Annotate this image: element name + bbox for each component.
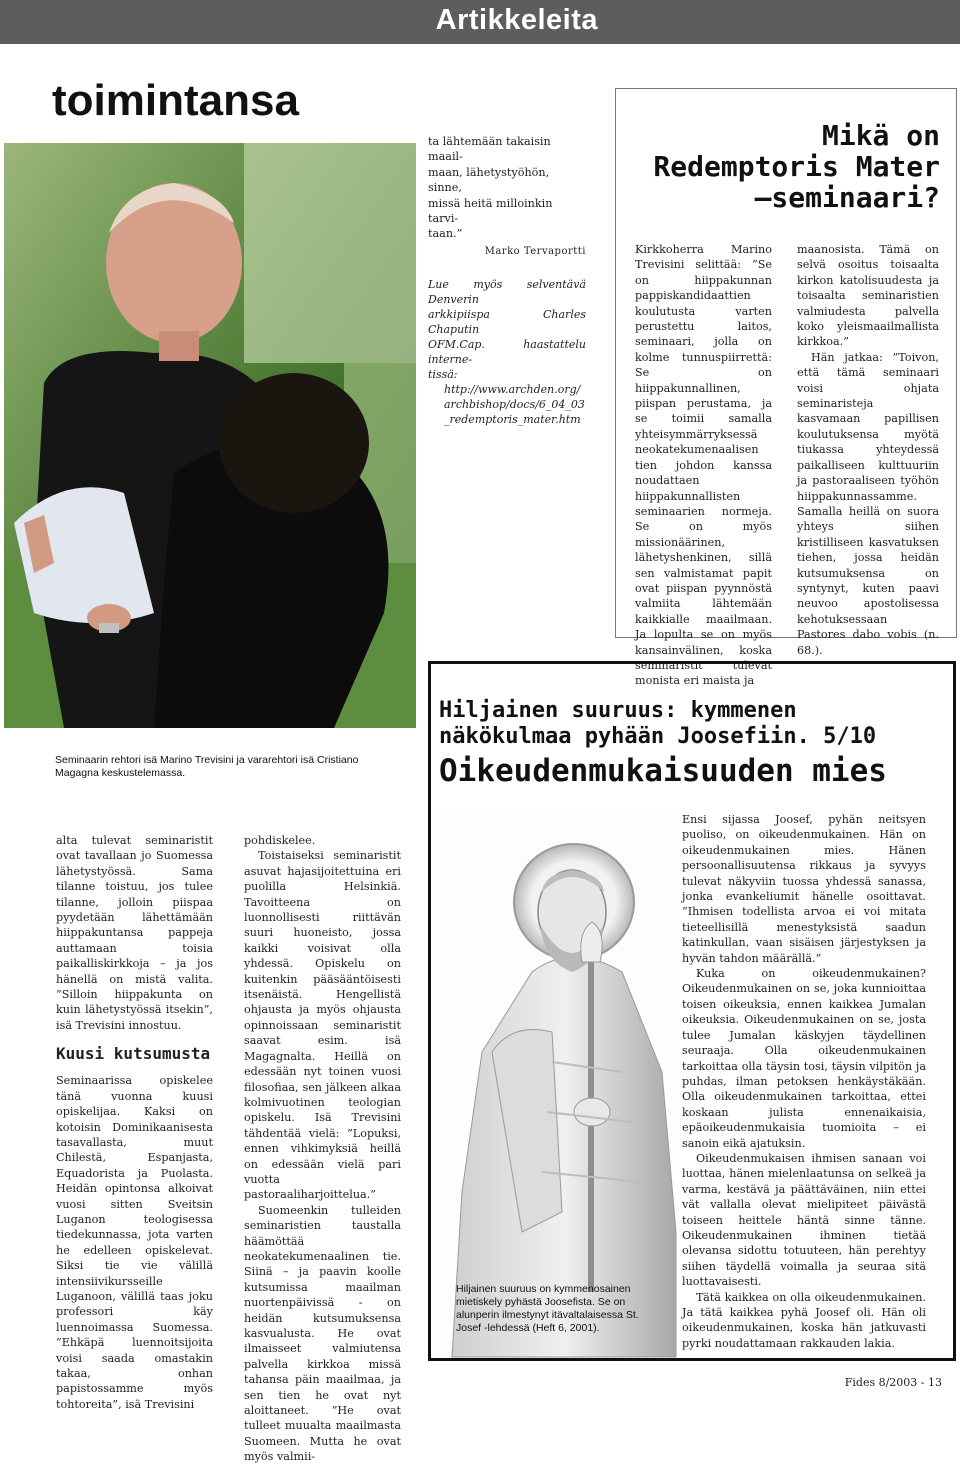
joseph-paragraph: Tätä kaikkea on olla oikeudenmukainen. Ja tätä kaikkea pyhä Joosef oli. Hän oli oikeudenmukainen, koska hän jatkuvasti pyrki noudattamaan rakkauden lakia. bbox=[682, 1290, 926, 1350]
continuation-text bbox=[428, 134, 586, 242]
joseph-paragraph: Kuka on oikeudenmukainen? Oikeudenmukainen on se, joka kunnioittaa toisen oikeuksia, ennen kaikkea Jumalan oikeuksia. Oikeudenmukainen on se, josta tulee Jumalan käskyjen täydellinen seuraaja. Olla oikeudenmukainen tarkoittaa olla täysin tosi, täysin vilpitön ja puhdas, ilman petoksen henkäystäkään. Olla oikeudenmukainen tarkoittaa, ettei koskaan julista ennenaikaisia, epäoikeudenmukaisia tuomioita – ei sanoin eikä ajatuksin. bbox=[682, 967, 926, 1150]
continuation-line: missä heitä milloinkin tarvi- bbox=[428, 196, 553, 226]
reference-url-line: http://www.archden.org/ bbox=[444, 383, 581, 397]
continuation-line: maan, lähetystyöhön, sinne, bbox=[428, 165, 550, 195]
reference-line: OFM.Cap. haastattelu interne- bbox=[428, 338, 586, 367]
statue-caption: Hiljainen suuruus on kymmenosainen mietiskely pyhästä Joosefista. Se on alunperin ilmestynyt itävaltalaisessa St. Josef -lehdessä (Heft 6, 2001). bbox=[456, 1283, 639, 1334]
bottom-column-2 bbox=[244, 833, 401, 1465]
body-paragraph: Suomeenkin tulleiden seminaristien taustalla häämöttää neokatekumenaalinen tie. Siinä – ja paavin koolle kutsumissa maailman nuortenpäivissä - on heidän kutsumuksensa kasvualusta. He ovat ilmaisseet valmiutensa palvella kirkkoa missä tahansa päin maailmaa, ja sen tien he ovat nyt aloittaneet. ”He ovat tulleet muualta maailmasta Suomeen. Mutta he ovat myös valmii- bbox=[244, 1203, 401, 1464]
seminary-photo-illustration bbox=[4, 143, 416, 728]
sidebar-title-line: –seminaari? bbox=[754, 181, 940, 214]
reference-line: arkkipiispa Charles Chaputin bbox=[428, 308, 586, 337]
sidebar-paragraph: Kirkkoherra Marino Trevisini selittää: ”Se on hiippakunnan pappiskandidaattien koulutusta varten perustettu laitos, seminaari, jolla on kolme tunnuspiirrettä: Se on hiippakunnallinen, piispan perustama, ja se toimii samalla yhteisymmärryksessä neokatekumenaalisen tien johdon kanssa noudattaen hiippakunnallisten seminaarien normeja. Se on myös missionäärinen, lähetyshenkinen, sillä sen valmistamat papit ovat piispan pyynnöstä valmiita lähtemään kaikkialle maailmaan. Ja lopulta se on myös kansainvälinen, koska seminaristit tulevat monista eri maista ja bbox=[635, 243, 772, 688]
page-footer: Fides 8/2003 - 13 bbox=[844, 1376, 942, 1389]
article-continuation-column bbox=[428, 134, 586, 427]
sidebar-title-line: Mikä on bbox=[821, 119, 940, 152]
body-paragraph: alta tulevat seminaristit ovat tavallaan jo Suomessa lähetystyössä. Sama tilanne toistuu, jos tulee tilanne, jolloin piispaa pyydetään lähettämään hiippakuntansa pappeja auttamaan toisia paikalliskirkkoja – ja jos hänellä on mistä valita. ”Silloin hiippakunta on kuin lähetystyössä itsekin”, isä Trevisini innostuu. bbox=[56, 834, 213, 1032]
st-joseph-statue-image bbox=[432, 812, 676, 1357]
continuation-line: taan.” bbox=[428, 227, 463, 241]
statue-illustration bbox=[432, 812, 676, 1357]
sidebar-column-2 bbox=[797, 242, 939, 658]
series-title-line: Hiljainen suuruus: kymmenen bbox=[439, 698, 797, 723]
author-signature: Marko Tervaportti bbox=[484, 245, 586, 257]
continuation-line: ta lähtemään takaisin maail- bbox=[428, 135, 551, 164]
joseph-article-text bbox=[682, 812, 926, 1351]
joseph-paragraph: Ensi sijassa Joosef, pyhän neitsyen puoliso, on oikeudenmukainen. Hän on oikeudenmukainen mies. Hänen persoonallisuutensa rikkaus ja syvyys tulevat näkyviin tuossa yhdessä sanassa, jonka evankeliumit hänelle osoittavat. ”Ihmisen todellista arvoa ei voi mitata tieteellisillä menestyksistä saadun katinkullan, vaan sisäisen järjestyksen ja hyvän tahdon määrällä.” bbox=[682, 813, 926, 965]
joseph-series-title bbox=[439, 698, 949, 750]
body-paragraph: Toistaiseksi seminaristit asuvat hajasijoitettuina eri puolilla Helsinkiä. Tavoitteena on luonnollisesti riittävän suuri huoneisto, jossa kaikki voisivat olla yhdessä. Opiskelu on kuitenkin pääsääntöisesti itsenäistä. Hengellistä ohjausta ja myös ohjausta opinnoissaan seminaristit saavat esim. isä Magagnalta. Heillä on edessään nyt toinen vuosi filosofiaa, sen jälkeen alkaa kolmivuotinen teologian opiskelu. Isä Trevisini tähdentää vielä: ”Lopuksi, ennen vihkimyksiä heillä on edessään vielä pari vuotta pastoraaliharjoittelua.” bbox=[244, 849, 401, 1202]
bottom-column-1 bbox=[56, 833, 213, 1412]
series-title-line: näkökulmaa pyhään Joosefiin. 5/10 bbox=[439, 724, 877, 749]
sidebar-paragraph: maanosista. Tämä on selvä osoitus toisaalta kirkon katolisuudesta ja toisaalta seminaristien valmiudesta palvella koko yleismaailmallista kirkkoa.” bbox=[797, 243, 939, 349]
photo-caption: Seminaarin rehtori isä Marino Trevisini ja vararehtori isä Cristiano Magagna keskustelemassa. bbox=[55, 754, 359, 779]
body-paragraph: Seminaarissa opiskelee tänä vuonna kuusi opiskelijaa. Kaksi on kotoisin Dominikaanisesta tasavallasta, muut Chilestä, Espanjasta, Equadorista ja Puolasta. Heidän opintonsa alkoivat vuosi sitten Sveitsin Luganon teologisessa tiedekunnassa, jota varten he edelleen opiskelevat. Siksi tie vie välillä intensiivikursseille Luganoon, välillä taas joku professori käy luennoimassa Suomessa. ”Ehkäpä luennoitsijoita voisi saada omastakin takaa, onhan papistossamme myös tohtoreita”, isä Trevisini bbox=[56, 1074, 213, 1411]
joseph-article-title: Oikeudenmukaisuuden mies bbox=[439, 753, 887, 789]
reference-line: Lue myös selventävä Denverin bbox=[428, 278, 586, 307]
section-title: Artikkeleita bbox=[435, 4, 598, 36]
reference-url-line: _redemptoris_mater.htm bbox=[444, 413, 581, 427]
sidebar-title-line: Redemptoris Mater bbox=[653, 150, 940, 183]
body-paragraph: pohdiskelee. bbox=[244, 834, 316, 847]
reference-line: tissä: bbox=[428, 368, 458, 382]
subheading: Kuusi kutsumusta bbox=[56, 1044, 211, 1064]
sidebar-title bbox=[630, 120, 940, 213]
joseph-paragraph: Oikeudenmukaisen ihmisen sanaan voi luottaa, hänen mielenlaatunsa on selkeä ja varma, kestävä ja päättäväinen, niin ettei vät vallalla olevat mielipiteet päivästä toiseen heittele häntä sinne tänne. Oikeudenmukainen ihminen tietää olevansa sidottu totuuteen, hän perehtyy siihen täydellä voimalla ja seuraa sitä luottavaisesti. bbox=[682, 1151, 926, 1289]
sidebar-paragraph: Hän jatkaa: ”Toivon, että tämä seminaari voisi ohjata seminaristeja kasvamaan papillisen koulutuksensa myötä tiukassa yhteydessä paikalliseen kulttuuriin ja pastoraaliseen työhön hiippakunnassamme. Samalla heillä on suora yhteys siihen kristilliseen kasvatuksen tiehen, jossa heidän kutsumuksensa on syntynyt, kuten paavi neuvoo apostolisessa kehotuksessaan Pastores dabo vobis (n. 68.). bbox=[797, 350, 939, 657]
seminary-photo bbox=[4, 143, 416, 728]
reference-note bbox=[428, 277, 586, 427]
reference-url-line: archbishop/docs/6_04_03 bbox=[444, 398, 585, 412]
sidebar-column-1 bbox=[635, 242, 772, 689]
main-headline: toimintansa bbox=[52, 76, 299, 125]
